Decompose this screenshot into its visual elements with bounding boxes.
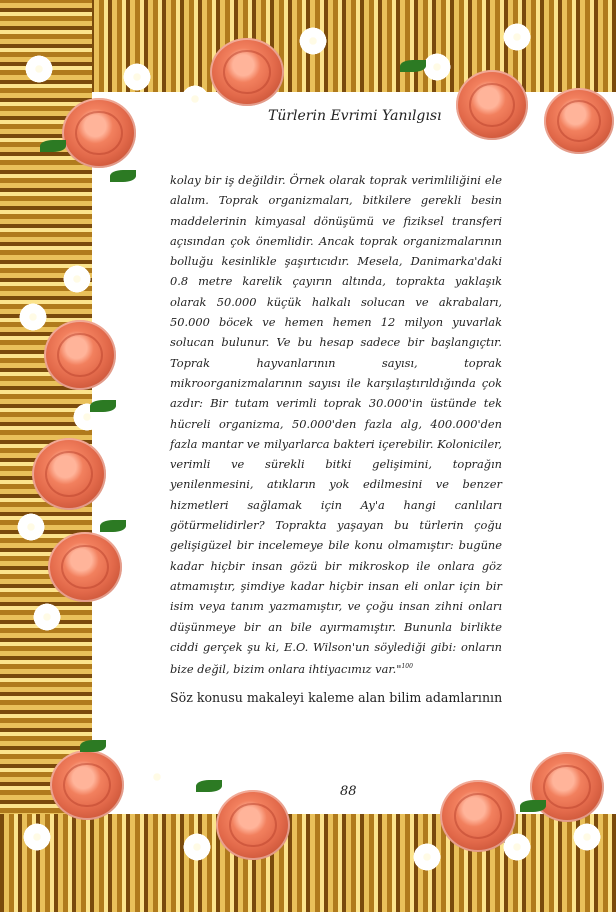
rose-decoration	[62, 98, 136, 168]
quote-text: kolay bir iş değildir. Örnek olarak toprak verimliliğini ele alalım. Toprak organizmaları, bitkilere gerekli besin maddelerinin kimyasal dönüşümü ve fiziksel transferi açısından çok önemlidir. Ancak toprak organizmalarının bolluğu kesinlikle şaşırtıcıdır. Mesela, Danimarka'daki 0.8 metre karelik çayırın altında, toprakta yaklaşık olarak 50.000 küçük halkalı solucan ve akrabaları, 50.000 böcek ve hemen hemen 12 milyon yuvarlak solucan bulunur. Ve bu hesap sadece bir başlangıçtır. Toprak hayvanlarının sayısı, toprak mikroorganizmalarının sayısı ile karşılaştırıldığında çok azdır: Bir tutam verimli toprak 30.000'in üstünde tek hücreli organizma, 50.000'den fazla alg, 400.000'den fazla mantar ve milyarlarca bakteri içerebilir. Koloniciler, verimli ve sürekli bitki gelişimini, toprağın yenilenmesini, atıkların yok edilmesini ve benzer hizmetleri sağlamak için Ay'a hangi canlıları götürmelidirler? Toprakta yaşayan bu türlerin çoğu gelişigüzel bir incelemeye bile konu olmamıştır: bugüne kadar hiçbir insan gözü bir mikroskop ile onlara göz atmamıştır, şimdiye kadar hiçbir insan eli onlar için bir isim veya tanım yazmamıştır, ve çoğu insan zihni onları düşünmeye bir an bile ayırmamıştır. Bununla birlikte ciddi gerçek şu ki, E.O. Wilson'un söylediği gibi: onların bize değil, bizim onlara ihtiyacımız var."	[170, 173, 502, 676]
leaf-decoration	[100, 520, 126, 532]
jasmine-decoration	[500, 20, 534, 54]
body-paragraph: Söz konusu makaleyi kaleme alan bilim adamlarının	[170, 690, 503, 705]
running-title: Türlerin Evrimi Yanılgısı	[268, 108, 442, 124]
jasmine-decoration	[178, 82, 212, 116]
rose-decoration	[48, 532, 122, 602]
jasmine-decoration	[20, 820, 54, 854]
jasmine-decoration	[30, 600, 64, 634]
jasmine-decoration	[410, 840, 444, 874]
leaf-decoration	[110, 170, 136, 182]
rose-decoration	[44, 320, 116, 390]
jasmine-decoration	[180, 830, 214, 864]
rose-decoration	[456, 70, 528, 140]
rose-decoration	[530, 752, 604, 822]
quote-paragraph	[170, 170, 502, 679]
jasmine-decoration	[16, 300, 50, 334]
rose-decoration	[32, 438, 106, 510]
jasmine-decoration	[296, 24, 330, 58]
jasmine-decoration	[500, 830, 534, 864]
leaf-decoration	[520, 800, 546, 812]
jasmine-decoration	[570, 820, 604, 854]
page-number: 88	[340, 784, 357, 799]
leaf-decoration	[90, 400, 116, 412]
rose-decoration	[216, 790, 290, 860]
jasmine-decoration	[140, 760, 174, 794]
leaf-decoration	[40, 140, 66, 152]
rose-decoration	[50, 750, 124, 820]
leaf-decoration	[80, 740, 106, 752]
jasmine-decoration	[60, 262, 94, 296]
leaf-decoration	[196, 780, 222, 792]
leaf-decoration	[400, 60, 426, 72]
jasmine-decoration	[14, 510, 48, 544]
rose-decoration	[210, 38, 284, 106]
rose-decoration	[544, 88, 614, 154]
jasmine-decoration	[120, 60, 154, 94]
jasmine-decoration	[22, 52, 56, 86]
footnote-marker: 100	[401, 663, 413, 671]
